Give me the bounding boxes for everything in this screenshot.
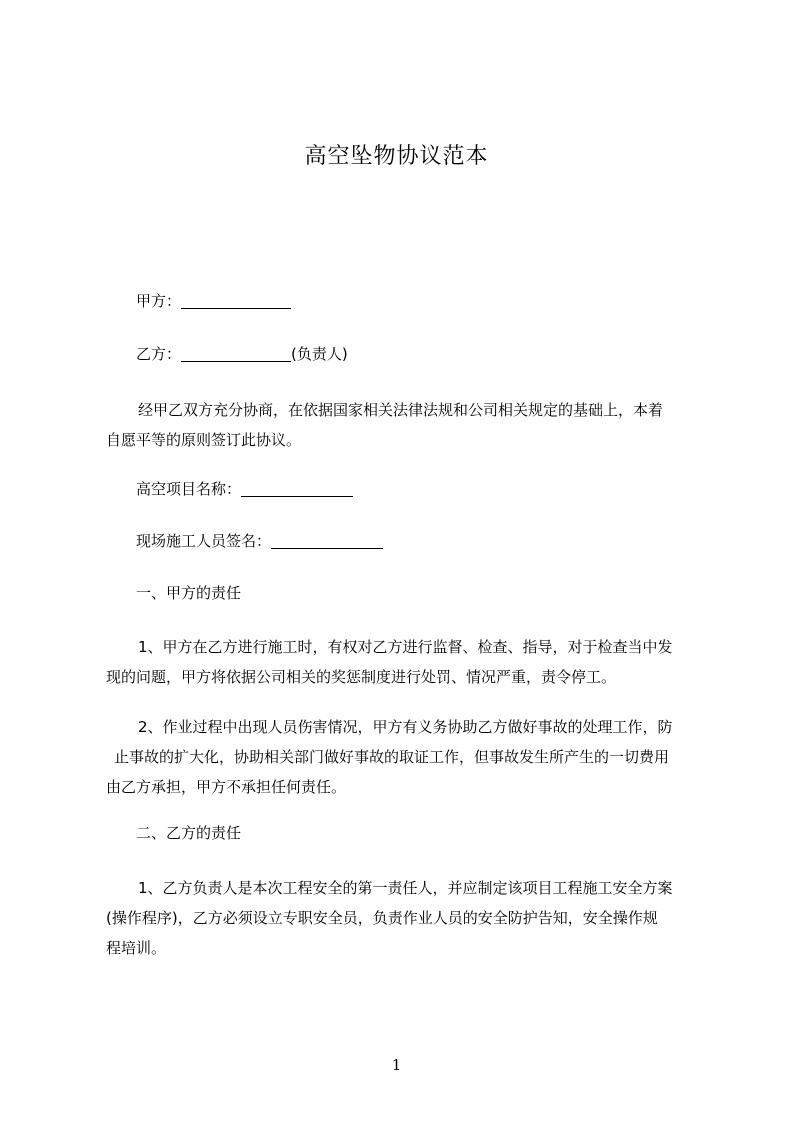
intro-paragraph [106, 395, 706, 455]
project-name-field [136, 478, 353, 500]
party-b-field [136, 343, 348, 365]
s1-item1-line-1: 1、甲方在乙方进行施工时，有权对乙方进行监督、检查、指导，对于检查当中发 [138, 638, 673, 656]
section-1-item-1 [106, 632, 706, 692]
intro-line-1: 经甲乙双方充分协商，在依据国家相关法律法规和公司相关规定的基础上，本着 [138, 401, 664, 419]
party-b-blank [181, 345, 291, 362]
intro-line-2: 自愿平等的原则签订此协议。 [106, 431, 302, 449]
s1-item2-line-3: 由乙方承担，甲方不承担任何责任。 [106, 778, 347, 796]
document-title: 高空坠物协议范本 [304, 144, 489, 169]
section-2-heading: 二、乙方的责任 [136, 824, 242, 842]
s2-item1-line-1: 1、乙方负责人是本次工程安全的第一责任人，并应制定该项目工程施工安全方案 [138, 879, 673, 897]
section-1-heading: 一、甲方的责任 [136, 584, 242, 602]
s1-item2-line-2: 止事故的扩大化，协助相关部门做好事故的取证工作，但事故发生所产生的一切费用 [114, 748, 670, 766]
party-a-label: 甲方： [136, 292, 182, 310]
worker-sign-field [136, 530, 383, 552]
s2-item1-line-2: (操作程序)，乙方必须设立专职安全员，负责作业人员的安全防护告知，安全操作规 [106, 909, 658, 927]
section-2-item-1 [106, 873, 706, 963]
worker-sign-label: 现场施工人员签名： [136, 532, 272, 550]
s1-item2-line-1: 2、作业过程中出现人员伤害情况，甲方有义务协助乙方做好事故的处理工作，防 [138, 718, 673, 736]
project-name-blank [241, 480, 353, 497]
s1-item1-line-2: 现的问题，甲方将依据公司相关的奖惩制度进行处罚、情况严重，责令停工。 [106, 668, 617, 686]
page-number: 1 [391, 1056, 402, 1074]
party-b-suffix: (负责人) [291, 345, 348, 363]
party-a-blank [181, 292, 291, 309]
party-a-field [136, 290, 291, 312]
party-b-label: 乙方： [136, 345, 182, 363]
section-1-item-2 [106, 712, 706, 802]
project-name-label: 高空项目名称： [136, 480, 242, 498]
s2-item1-line-3: 程培训。 [106, 939, 167, 957]
worker-sign-blank [271, 532, 383, 549]
